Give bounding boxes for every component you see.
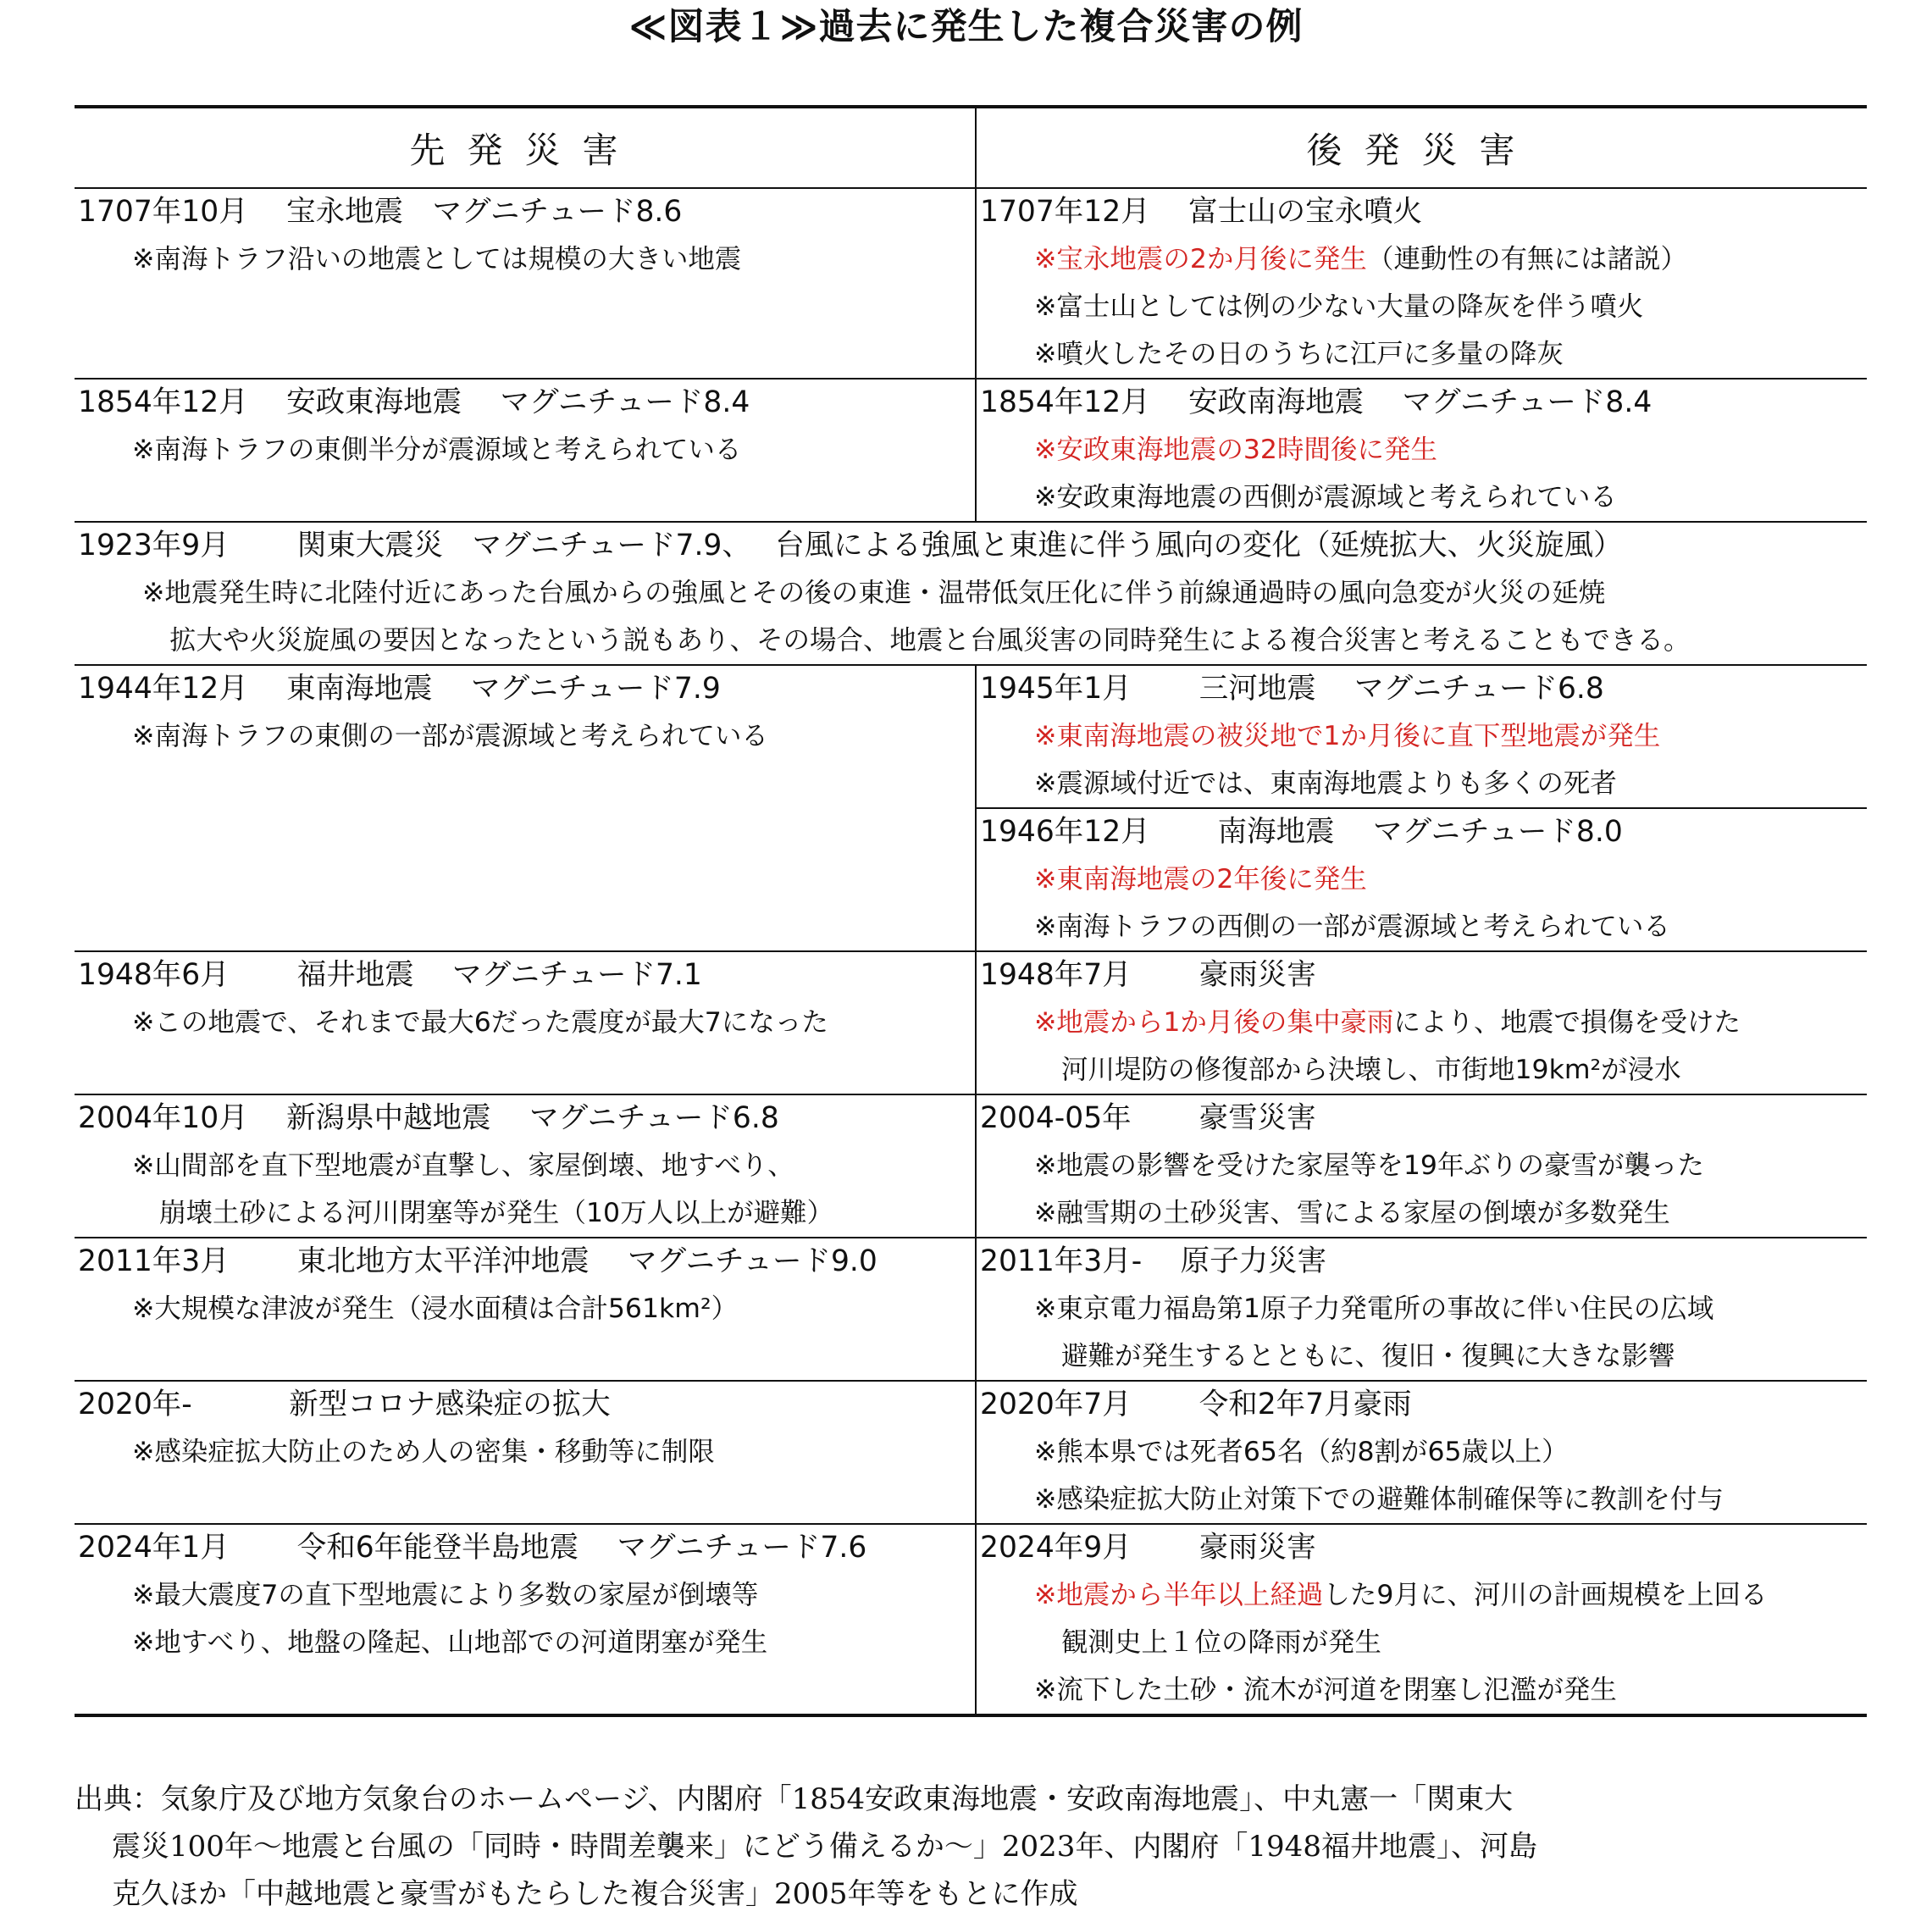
event-note: ※地震の影響を受けた家屋等を19年ぶりの豪雪が襲った xyxy=(1034,1150,1704,1181)
source-line: 出典：気象庁及び地方気象台のホームページ、内閣府「1854安政東海地震・安政南海地震」、中丸憲一「関東大 xyxy=(75,1782,1514,1816)
subsequent-disaster-cell xyxy=(976,1094,1867,1238)
event-heading: 2024年1月 令和6年能登半島地震 マグニチュード7.6 xyxy=(78,1531,867,1565)
highlighted-note: ※地震から半年以上経過 xyxy=(1034,1580,1324,1610)
table-row xyxy=(75,1381,1867,1524)
event-note: ※南海トラフの西側の一部が震源域と考えられている xyxy=(1034,911,1670,942)
event-heading: 1854年12月 安政南海地震 マグニチュード8.4 xyxy=(980,385,1652,419)
highlighted-note: ※宝永地震の2か月後に発生 xyxy=(1034,244,1367,274)
source-line: 震災100年〜地震と台風の「同時・時間差襲来」にどう備えるか〜」2023年、内閣府「1948福井地震」、河島 xyxy=(112,1830,1537,1864)
subsequent-disaster-cell xyxy=(976,379,1867,522)
preceding-disaster-cell xyxy=(75,665,976,951)
preceding-disaster-cell xyxy=(75,1381,976,1524)
source-citation xyxy=(75,1776,1867,1918)
page-title: ≪図表１≫過去に発生した複合災害の例 xyxy=(628,6,1304,48)
subsequent-disaster-cell xyxy=(976,665,1867,808)
event-note: ※東京電力福島第1原子力発電所の事故に伴い住民の広域 xyxy=(1034,1294,1714,1324)
table-row xyxy=(75,1524,1867,1715)
event-note: ※感染症拡大防止のため人の密集・移動等に制限 xyxy=(132,1437,715,1467)
event-note: ※最大震度7の直下型地震により多数の家屋が倒壊等 xyxy=(132,1580,759,1610)
table-row xyxy=(75,665,1867,808)
subsequent-disaster-cell xyxy=(976,1238,1867,1381)
subsequent-disaster-cell xyxy=(976,1524,1867,1715)
event-note: ※南海トラフ沿いの地震としては規模の大きい地震 xyxy=(132,244,742,274)
event-heading: 1948年7月 豪雨災害 xyxy=(980,958,1316,992)
event-note: ※熊本県では死者65名（約8割が65歳以上） xyxy=(1034,1437,1569,1467)
event-heading: 1946年12月 南海地震 マグニチュード8.0 xyxy=(980,815,1623,849)
event-heading: 2004-05年 豪雪災害 xyxy=(980,1101,1316,1135)
subsequent-disaster-cell xyxy=(976,808,1867,951)
note-continuation: した9月に、河川の計画規模を上回る xyxy=(1323,1580,1768,1610)
event-note-continued: 河川堤防の修復部から決壊し、市街地19km²が浸水 xyxy=(1061,1055,1681,1085)
subsequent-disaster-cell xyxy=(976,188,1867,379)
subsequent-disaster-cell xyxy=(976,1381,1867,1524)
event-heading: 2024年9月 豪雨災害 xyxy=(980,1531,1316,1565)
event-note: ※流下した土砂・流木が河道を閉塞し氾濫が発生 xyxy=(1034,1675,1617,1705)
header-subsequent-disaster: 後発災害 xyxy=(976,107,1867,188)
event-note: ※融雪期の土砂災害、雪による家屋の倒壊が多数発生 xyxy=(1034,1198,1670,1228)
event-note-continued: 避難が発生するとともに、復旧・復興に大きな影響 xyxy=(1061,1341,1675,1371)
highlighted-note: ※安政東海地震の32時間後に発生 xyxy=(1034,435,1437,465)
event-heading: 1854年12月 安政東海地震 マグニチュード8.4 xyxy=(78,385,750,419)
event-heading: 2004年10月 新潟県中越地震 マグニチュード6.8 xyxy=(78,1101,779,1135)
preceding-disaster-cell xyxy=(75,1524,976,1715)
cell-content xyxy=(75,523,1867,664)
source-line: 克久ほか「中越地震と豪雪がもたらした複合災害」2005年等をもとに作成 xyxy=(112,1877,1078,1911)
note-continuation: （連動性の有無には諸説） xyxy=(1366,244,1687,274)
highlighted-note: ※東南海地震の2年後に発生 xyxy=(1034,864,1367,895)
table-header-row xyxy=(75,107,1867,188)
table-row xyxy=(75,379,1867,522)
event-note xyxy=(977,235,1867,283)
event-note xyxy=(977,999,1867,1046)
table-row xyxy=(75,1238,1867,1381)
event-heading: 1948年6月 福井地震 マグニチュード7.1 xyxy=(78,958,702,992)
preceding-disaster-cell xyxy=(75,951,976,1094)
preceding-disaster-cell xyxy=(75,379,976,522)
event-note: ※富士山としては例の少ない大量の降灰を伴う噴火 xyxy=(1034,291,1644,322)
preceding-disaster-cell xyxy=(75,188,976,379)
event-note xyxy=(977,426,1867,474)
event-note: 拡大や火災旋風の要因となったという説もあり、その場合、地震と台風災害の同時発生による複合災害と考えることもできる。 xyxy=(169,625,1691,656)
event-note: ※震源域付近では、東南海地震よりも多くの死者 xyxy=(1034,768,1617,799)
event-heading: 1945年1月 三河地震 マグニチュード6.8 xyxy=(980,672,1604,706)
event-heading: 1707年10月 宝永地震 マグニチュード8.6 xyxy=(78,195,683,229)
event-note: ※安政東海地震の西側が震源域と考えられている xyxy=(1034,482,1617,512)
highlighted-note: ※地震から1か月後の集中豪雨 xyxy=(1034,1007,1394,1038)
event-note xyxy=(977,712,1867,760)
event-heading: 1944年12月 東南海地震 マグニチュード7.9 xyxy=(78,672,721,706)
table-row xyxy=(75,188,1867,379)
event-heading: 1707年12月 富士山の宝永噴火 xyxy=(980,195,1423,229)
event-note: ※地震発生時に北陸付近にあった台風からの強風とその後の東進・温帯低気圧化に伴う前線通過時の風向急変が火災の延焼 xyxy=(142,578,1606,608)
table-row xyxy=(75,1094,1867,1238)
event-heading: 2020年- 新型コロナ感染症の拡大 xyxy=(78,1388,611,1421)
compound-disaster-table xyxy=(75,105,1867,1717)
note-continuation: により、地震で損傷を受けた xyxy=(1393,1007,1741,1038)
event-note: ※南海トラフの東側半分が震源域と考えられている xyxy=(132,435,742,465)
preceding-disaster-cell xyxy=(75,1238,976,1381)
table-body xyxy=(75,188,1867,1715)
event-note-continued: 崩壊土砂による河川閉塞等が発生（10万人以上が避難） xyxy=(159,1198,834,1228)
subsequent-disaster-cell xyxy=(976,951,1867,1094)
event-note-continued: 観測史上１位の降雨が発生 xyxy=(1061,1627,1382,1658)
event-note: ※地すべり、地盤の隆起、山地部での河道閉塞が発生 xyxy=(132,1627,768,1658)
event-heading: 2011年3月- 原子力災害 xyxy=(980,1244,1327,1278)
event-heading: 1923年9月 関東大震災 マグニチュード7.9、 台風による強風と東進に伴う風向の変化（延焼拡大、火災旋風） xyxy=(78,529,1623,562)
highlighted-note: ※東南海地震の被災地で1か月後に直下型地震が発生 xyxy=(1034,721,1661,751)
table-row xyxy=(75,951,1867,1094)
event-note: ※南海トラフの東側の一部が震源域と考えられている xyxy=(132,721,768,751)
event-note: ※この地震で、それまで最大6だった震度が最大7になった xyxy=(132,1007,828,1038)
header-preceding-disaster: 先発災害 xyxy=(75,107,976,188)
event-heading: 2011年3月 東北地方太平洋沖地震 マグニチュード9.0 xyxy=(78,1244,877,1278)
event-note: ※山間部を直下型地震が直撃し、家屋倒壊、地すべり、 xyxy=(132,1150,794,1181)
full-width-cell xyxy=(75,522,1867,665)
event-heading: 2020年7月 令和2年7月豪雨 xyxy=(980,1388,1412,1421)
preceding-disaster-cell xyxy=(75,1094,976,1238)
event-note: ※噴火したその日のうちに江戸に多量の降灰 xyxy=(1034,339,1564,369)
event-note: ※大規模な津波が発生（浸水面積は合計561km²） xyxy=(132,1294,739,1324)
event-note xyxy=(977,856,1867,903)
table-row xyxy=(75,522,1867,665)
event-note xyxy=(977,1571,1867,1619)
event-note: ※感染症拡大防止対策下での避難体制確保等に教訓を付与 xyxy=(1034,1484,1724,1515)
